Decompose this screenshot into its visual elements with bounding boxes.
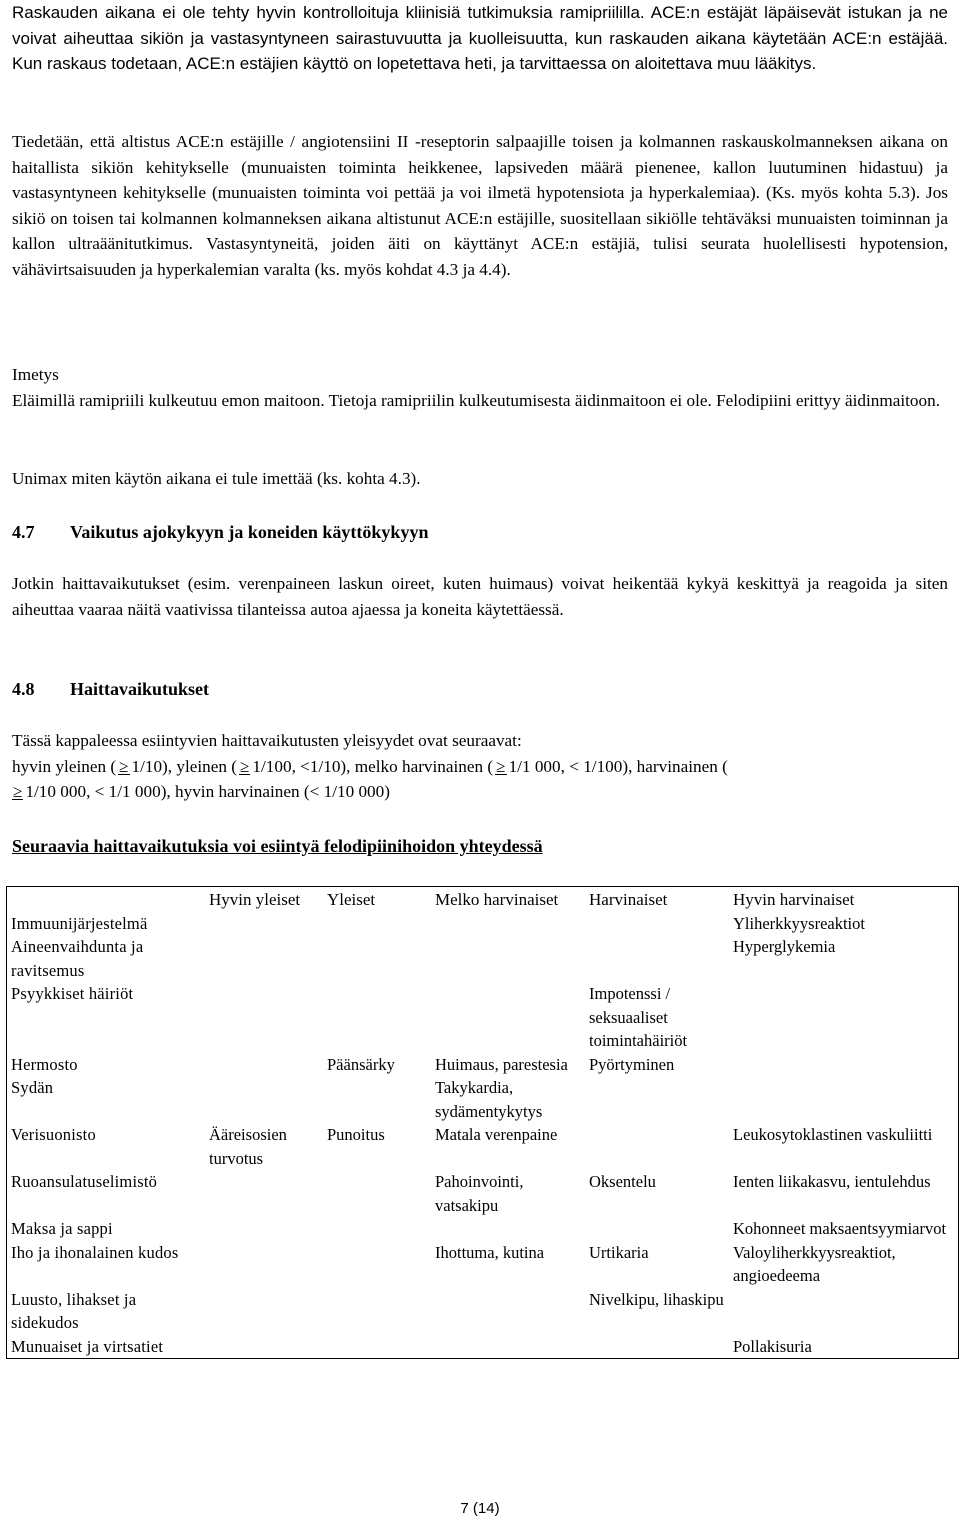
frequency-cell: Matala verenpaine [435,1125,558,1144]
frequency-cell: Punoitus [327,1125,385,1144]
frequency-cell: Pollakisuria [733,1336,812,1356]
table-row [7,1217,959,1241]
organ-class-cell: Ruoansulatuselimistö [11,1172,158,1191]
frequency-cell [323,935,431,982]
frequency-cell: Hyperglykemia [733,937,836,956]
table-row [7,1241,959,1288]
gte-symbol: ≥ [13,782,23,802]
frequency-cell: Impotenssi / seksuaaliset toimintahäiriöt [589,984,688,1050]
frequency-cell [729,1288,959,1335]
frequency-cell [323,912,431,936]
frequency-cell [205,1053,323,1077]
organ-class-cell: Immuunijärjestelmä [11,913,148,933]
organ-class-cell: Hermosto [11,1054,78,1074]
frequency-cell [585,1335,729,1359]
frequency-cell [431,1288,585,1335]
frequency-cell: Urtikaria [589,1242,649,1262]
frequency-cell: Ääreisosien turvotus [209,1125,287,1168]
frequency-cell: Huimaus, parestesia [435,1054,568,1074]
organ-class-cell: Iho ja ihonalainen kudos [11,1242,179,1262]
frequency-cell: Ihottuma, kutina [435,1242,545,1262]
frequency-cell [205,935,323,982]
frequency-cell [585,1076,729,1123]
adverse-effects-table [6,886,959,1359]
page-number: 7 (14) [460,1500,500,1517]
gte-symbol: ≥ [119,756,129,776]
frequency-cell [729,1053,959,1077]
imetys-text: Eläimillä ramipriili kulkeutuu emon maitoon. Tietoja ramipriilin kulkeutumisesta äidinmaitoon ei ole. Felodipiini erittyy äidinmaitoon. [12,390,940,410]
frequency-cell [205,1076,323,1123]
frequency-cell: Päänsärky [327,1054,395,1074]
frequency-cell [205,1170,323,1217]
table-header-cell [7,887,206,912]
frequency-cell [205,1288,323,1335]
frequency-cell [729,982,959,1053]
table-row [7,1170,959,1217]
table-header-cell: Yleiset [327,890,376,909]
frequency-cell [729,1076,959,1123]
frequency-cell [585,1123,729,1170]
frequency-definitions: hyvin yleinen ( ≥ 1/10), yleinen ( ≥ 1/100, <1/10), melko harvinainen ( ≥ 1/1 000, < 1/100), harvinainen ( ≥ 1/10 000, < 1/1 000), hyvin harvinainen (< 1/10 000) [12,756,728,802]
table-row [7,1123,959,1170]
frequency-cell [585,1217,729,1241]
table-header-cell: Hyvin harvinaiset [733,890,855,909]
section-4-7-text: Jotkin haittavaikutukset (esim. verenpaineen laskun oireet, kuten huimaus) voivat heikentää kykyä keskittyä ja reagoida ja siten aiheuttaa vaaraa näitä vaativissa tilanteissa autoa ajaessa ja koneita käytettäessä. [12,574,948,619]
frequency-cell: Kohonneet maksaentsyymiarvot [733,1219,947,1238]
frequency-cell: Ienten liikakasvu, ientulehdus [733,1172,931,1191]
frequency-cell [585,935,729,982]
table-row [7,912,959,936]
frequency-intro: Tässä kappaleessa esiintyvien haittavaikutusten yleisyydet ovat seuraavat: [12,731,522,750]
gte-symbol: ≥ [496,756,506,776]
gte-symbol: ≥ [239,756,250,776]
frequency-cell [323,1241,431,1288]
table-row [7,982,959,1053]
imetys-title: Imetys [12,365,59,384]
frequency-cell [205,1335,323,1359]
table-header-cell: Harvinaiset [589,890,668,909]
table-title: Seuraavia haittavaikutuksia voi esiintyä felodipiinihoidon yhteydessä [12,836,543,856]
frequency-cell [323,1288,431,1335]
table-row [7,1335,959,1359]
frequency-cell: Yliherkkyysreaktiot [733,913,865,933]
frequency-cell: Pahoinvointi, vatsakipu [435,1172,524,1215]
pregnancy-paragraph: Raskauden aikana ei ole tehty hyvin kontrolloituja kliinisiä tutkimuksia ramipriililla. ACE:n estäjät läpäisevät istukan ja ne voivat aiheuttaa sikiön ja vastasyntyneen sairastuvuutta ja kuolleisuutta, kun raskauden aikana käytetään ACE:n estäjää. Kun raskaus todetaan, ACE:n estäjien käyttö on lopetettava heti, ja tarvittaessa on aloitettava muu lääkitys. [12,3,948,74]
table-row [7,935,959,982]
organ-class-cell: Verisuonisto [11,1125,96,1144]
frequency-cell [205,1241,323,1288]
frequency-cell [205,982,323,1053]
organ-class-cell: Psyykkiset häiriöt [11,984,134,1003]
section-4-8-title: Haittavaikutukset [70,679,210,699]
section-4-7-heading [12,519,948,545]
table-row [7,1053,959,1077]
unimax-breastfeeding-text: Unimax miten käytön aikana ei tule imettää (ks. kohta 4.3). [12,469,421,488]
frequency-cell [323,1170,431,1217]
frequency-cell [431,912,585,936]
organ-class-cell: Aineenvaihdunta ja ravitsemus [11,937,144,980]
table-row [7,1076,959,1123]
section-4-7-title: Vaikutus ajokykyyn ja koneiden käyttökykyyn [70,522,429,542]
frequency-cell: Nivelkipu, lihaskipu [589,1289,724,1309]
frequency-cell [205,1217,323,1241]
frequency-cell: Leukosytoklastinen vaskuliitti [733,1125,933,1144]
frequency-cell [431,935,585,982]
frequency-cell [323,1335,431,1359]
section-4-8-number: 4.8 [12,679,35,699]
organ-class-cell: Munuaiset ja virtsatiet [11,1336,164,1356]
organ-class-cell: Sydän [11,1078,54,1097]
frequency-cell: Pyörtyminen [589,1054,675,1074]
table-header-row [7,887,959,912]
table-row [7,1288,959,1335]
frequency-cell: Takykardia, sydämentykytys [435,1078,543,1121]
frequency-cell [323,1217,431,1241]
frequency-cell [431,1335,585,1359]
section-4-8-heading [12,676,948,702]
frequency-cell [431,982,585,1053]
ace-exposure-paragraph: Tiedetään, että altistus ACE:n estäjille / angiotensiini II -reseptorin salpaajille toisen ja kolmannen raskauskolmanneksen aikana on haitallista sikiön kehitykselle (munuaisten toiminta heikkenee, lapsiveden määrä pienenee, kallon luutuminen hidastuu) ja vastasyntyneen kehitykselle (munuaisten toiminta voi pettää ja voi ilmetä hypotensiota ja hyperkalemiaa). (Ks. myös kohta 5.3). Jos sikiö on toisen tai kolmannen kolmanneksen aikana altistunut ACE:n estäjille, suositellaan sikiölle tehtäväksi munuaisten toiminnan ja kallon ultraäänitutkimus. Vastasyntyneitä, joiden äiti on käyttänyt ACE:n estäjiä, tulisi seurata huolellisesti hypotension, vähävirtsaisuuden ja hyperkalemian varalta (ks. myös kohdat 4.3 ja 4.4). [12,132,948,279]
frequency-cell [585,912,729,936]
table-header-cell: Melko harvinaiset [435,890,559,909]
organ-class-cell: Maksa ja sappi [11,1219,113,1238]
section-4-7-number: 4.7 [12,522,35,542]
organ-class-cell: Luusto, lihakset ja sidekudos [11,1289,137,1332]
frequency-cell [323,1076,431,1123]
frequency-cell [431,1217,585,1241]
frequency-cell: Oksentelu [589,1172,656,1191]
frequency-cell: Valoyliherkkyysreaktiot, angioedeema [733,1242,896,1285]
table-header-cell: Hyvin yleiset [209,890,301,909]
frequency-cell [205,912,323,936]
frequency-cell [323,982,431,1053]
